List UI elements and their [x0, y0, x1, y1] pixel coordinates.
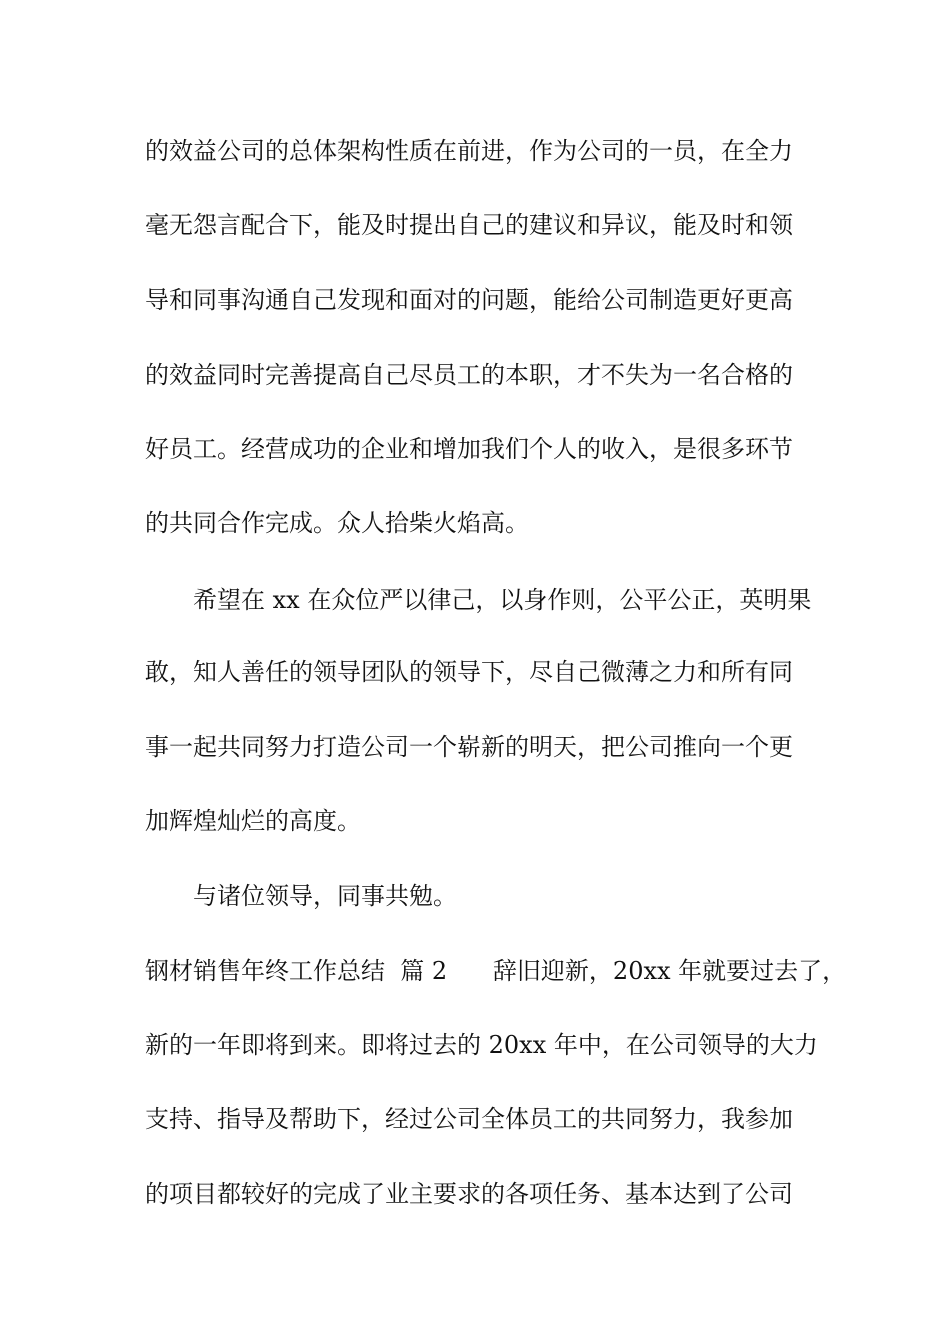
paragraph-line: 事一起共同努力打造公司一个崭新的明天，把公司推向一个更	[145, 733, 793, 761]
paragraph-line: 与诸位领导，同事共勉。	[193, 882, 457, 910]
paragraph-line: 新的一年即将到来。即将过去的 20xx 年中，在公司领导的大力	[145, 1031, 818, 1059]
paragraph-line: 支持、指导及帮助下，经过公司全体员工的共同努力，我参加	[145, 1105, 793, 1133]
paragraph-line: 希望在 xx 在众位严以律己，以身作则，公平公正，英明果	[193, 586, 812, 614]
paragraph-line: 敢，知人善任的领导团队的领导下，尽自己微薄之力和所有同	[145, 658, 793, 686]
paragraph-line: 加辉煌灿烂的高度。	[145, 807, 361, 835]
paragraph-line: 导和同事沟通自己发现和面对的问题，能给公司制造更好更高	[145, 286, 793, 314]
paragraph-line: 的效益同时完善提高自己尽员工的本职，才不失为一名合格的	[145, 361, 793, 389]
paragraph-line: 的项目都较好的完成了业主要求的各项任务、基本达到了公司	[145, 1180, 793, 1208]
paragraph-line: 好员工。经营成功的企业和增加我们个人的收入，是很多环节	[145, 435, 793, 463]
paragraph-line: 的共同合作完成。众人拾柴火焰高。	[145, 509, 529, 537]
paragraph-line: 毫无怨言配合下，能及时提出自己的建议和异议，能及时和领	[145, 211, 793, 239]
section-heading-line: 钢材销售年终工作总结 篇 2 辞旧迎新，20xx 年就要过去了，	[145, 957, 847, 985]
paragraph-line: 的效益公司的总体架构性质在前进，作为公司的一员，在全力	[145, 137, 793, 165]
